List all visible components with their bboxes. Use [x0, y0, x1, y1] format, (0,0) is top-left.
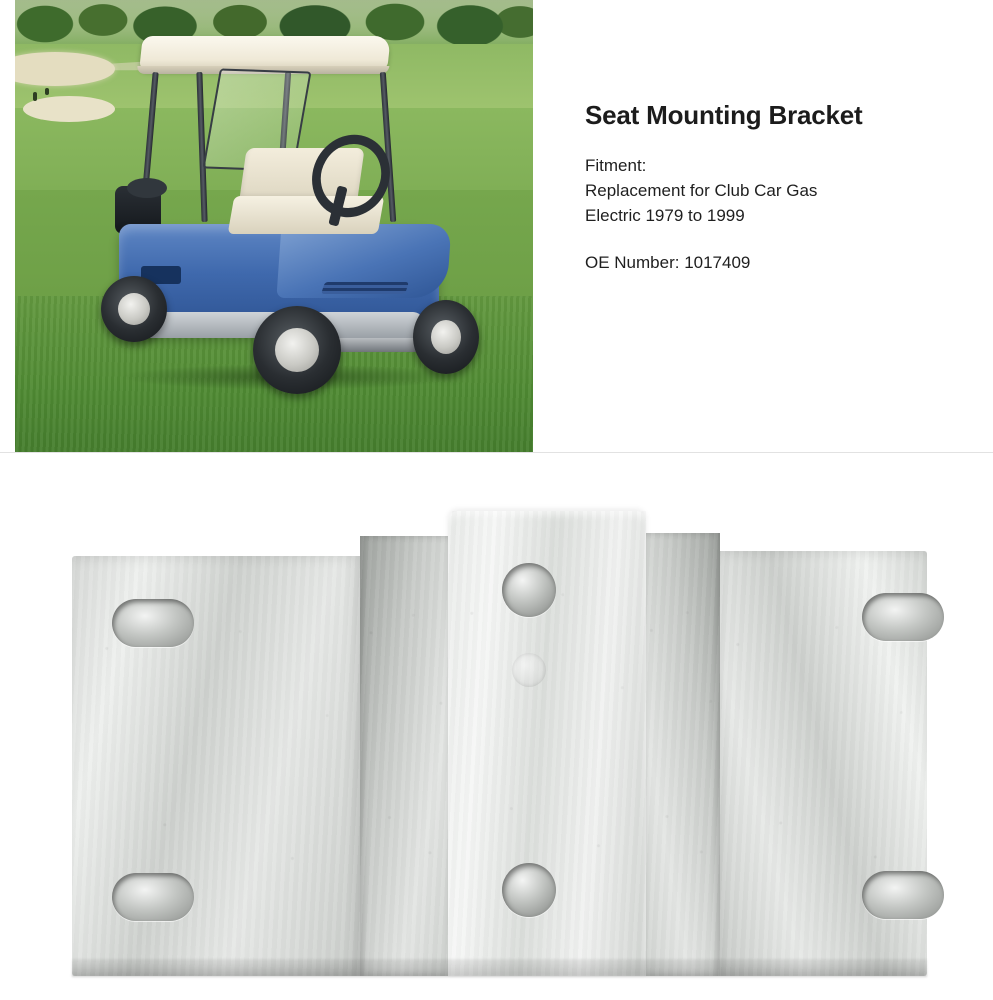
- seat-mounting-bracket: [72, 481, 927, 976]
- oe-number: OE Number: 1017409: [585, 253, 751, 272]
- cart-rear-wheel-far: [413, 300, 479, 374]
- photo-golfer-speck: [33, 92, 37, 101]
- bracket-hole-center-bottom: [502, 863, 556, 917]
- metal-texture: [642, 533, 720, 976]
- bracket-slot-left-top: [112, 599, 194, 647]
- bracket-photo-section: [0, 453, 993, 1000]
- bracket-left-web: [360, 536, 452, 976]
- product-title: Seat Mounting Bracket: [585, 100, 863, 130]
- bracket-slot-left-bottom: [112, 873, 194, 921]
- product-info: [585, 100, 975, 275]
- golf-cart-photo: [15, 0, 533, 452]
- wheel-hub: [118, 293, 150, 325]
- cart-rear-wheel: [253, 306, 341, 394]
- info-spacer: [585, 228, 975, 250]
- fitment-line-2: Electric 1979 to 1999: [585, 206, 745, 225]
- bracket-hole-center-top: [502, 563, 556, 617]
- fitment-label: Fitment:: [585, 156, 647, 175]
- product-header-section: [0, 0, 993, 452]
- bracket-slot-right-top: [862, 593, 944, 641]
- bracket-bottom-edge: [72, 959, 927, 977]
- cart-front-wheel: [101, 276, 167, 342]
- cart-rear-axle: [329, 338, 421, 352]
- metal-texture: [360, 536, 452, 976]
- cart-bag-holder-top: [127, 178, 167, 198]
- bracket-right-web: [642, 533, 720, 976]
- bracket-slot-right-bottom: [862, 871, 944, 919]
- photo-golfer-speck: [45, 88, 49, 95]
- bracket-stamp-mark: [512, 653, 546, 687]
- wheel-hub: [275, 328, 319, 372]
- cart-roof: [139, 36, 391, 70]
- fitment-line-1: Replacement for Club Car Gas: [585, 181, 818, 200]
- golf-cart: [93, 28, 463, 398]
- cart-hood-vent: [321, 282, 409, 294]
- wheel-hub: [431, 320, 461, 354]
